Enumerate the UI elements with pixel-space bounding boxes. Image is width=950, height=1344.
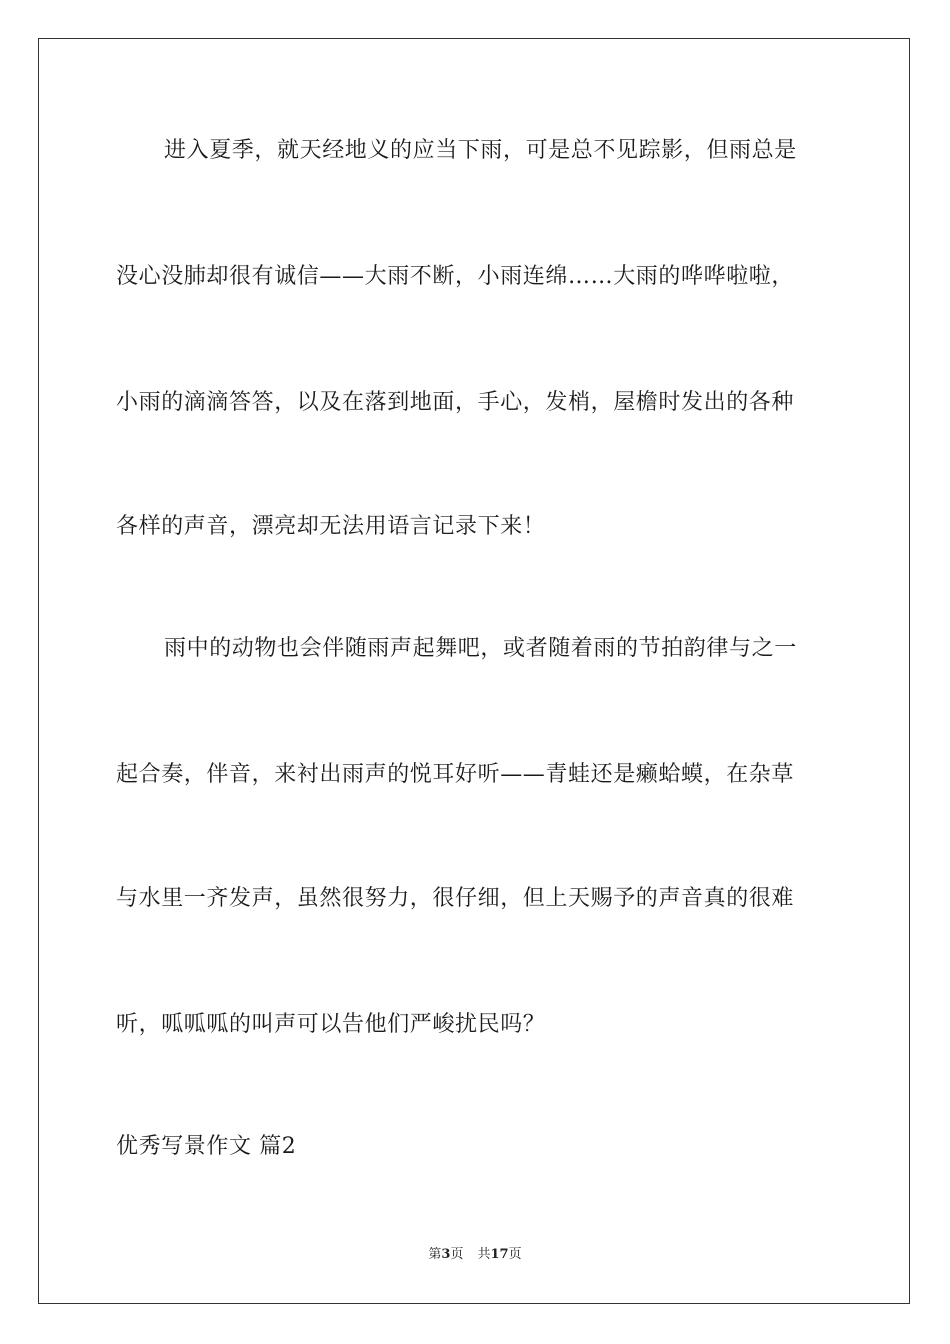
paragraph-1-line-4: 各样的声音，漂亮却无法用语言记录下来！ [116, 514, 546, 539]
page-number: 3 [441, 1247, 451, 1262]
paragraph-2-line-1: 雨中的动物也会伴随雨声起舞吧，或者随着雨的节拍韵律与之一 [164, 636, 797, 661]
paragraph-2-line-3: 与水里一齐发声，虽然很努力，很仔细，但上天赐予的声音真的很难 [116, 886, 795, 911]
paragraph-2-line-4: 听，呱呱呱的叫声可以告他们严峻扰民吗？ [116, 1012, 546, 1037]
total-prefix: 共 [477, 1247, 491, 1262]
paragraph-1-line-3: 小雨的滴滴答答，以及在落到地面，手心，发梢，屋檐时发出的各种 [116, 390, 795, 415]
page-footer [0, 1246, 950, 1264]
section-heading: 优秀写景作文 篇2 [116, 1134, 297, 1159]
total-suffix: 页 [508, 1247, 522, 1262]
page-suffix: 页 [450, 1247, 464, 1262]
paragraph-1-line-2: 没心没肺却很有诚信——大雨不断，小雨连绵……大雨的哗哗啦啦， [116, 264, 795, 289]
paragraph-2-line-2: 起合奏，伴音，来衬出雨声的悦耳好听——青蛙还是癞蛤蟆，在杂草 [116, 762, 795, 787]
total-pages: 17 [490, 1247, 509, 1262]
page-border [38, 38, 910, 1304]
paragraph-1-line-1: 进入夏季，就天经地义的应当下雨，可是总不见踪影，但雨总是 [164, 138, 797, 163]
page-prefix: 第 [428, 1247, 442, 1262]
